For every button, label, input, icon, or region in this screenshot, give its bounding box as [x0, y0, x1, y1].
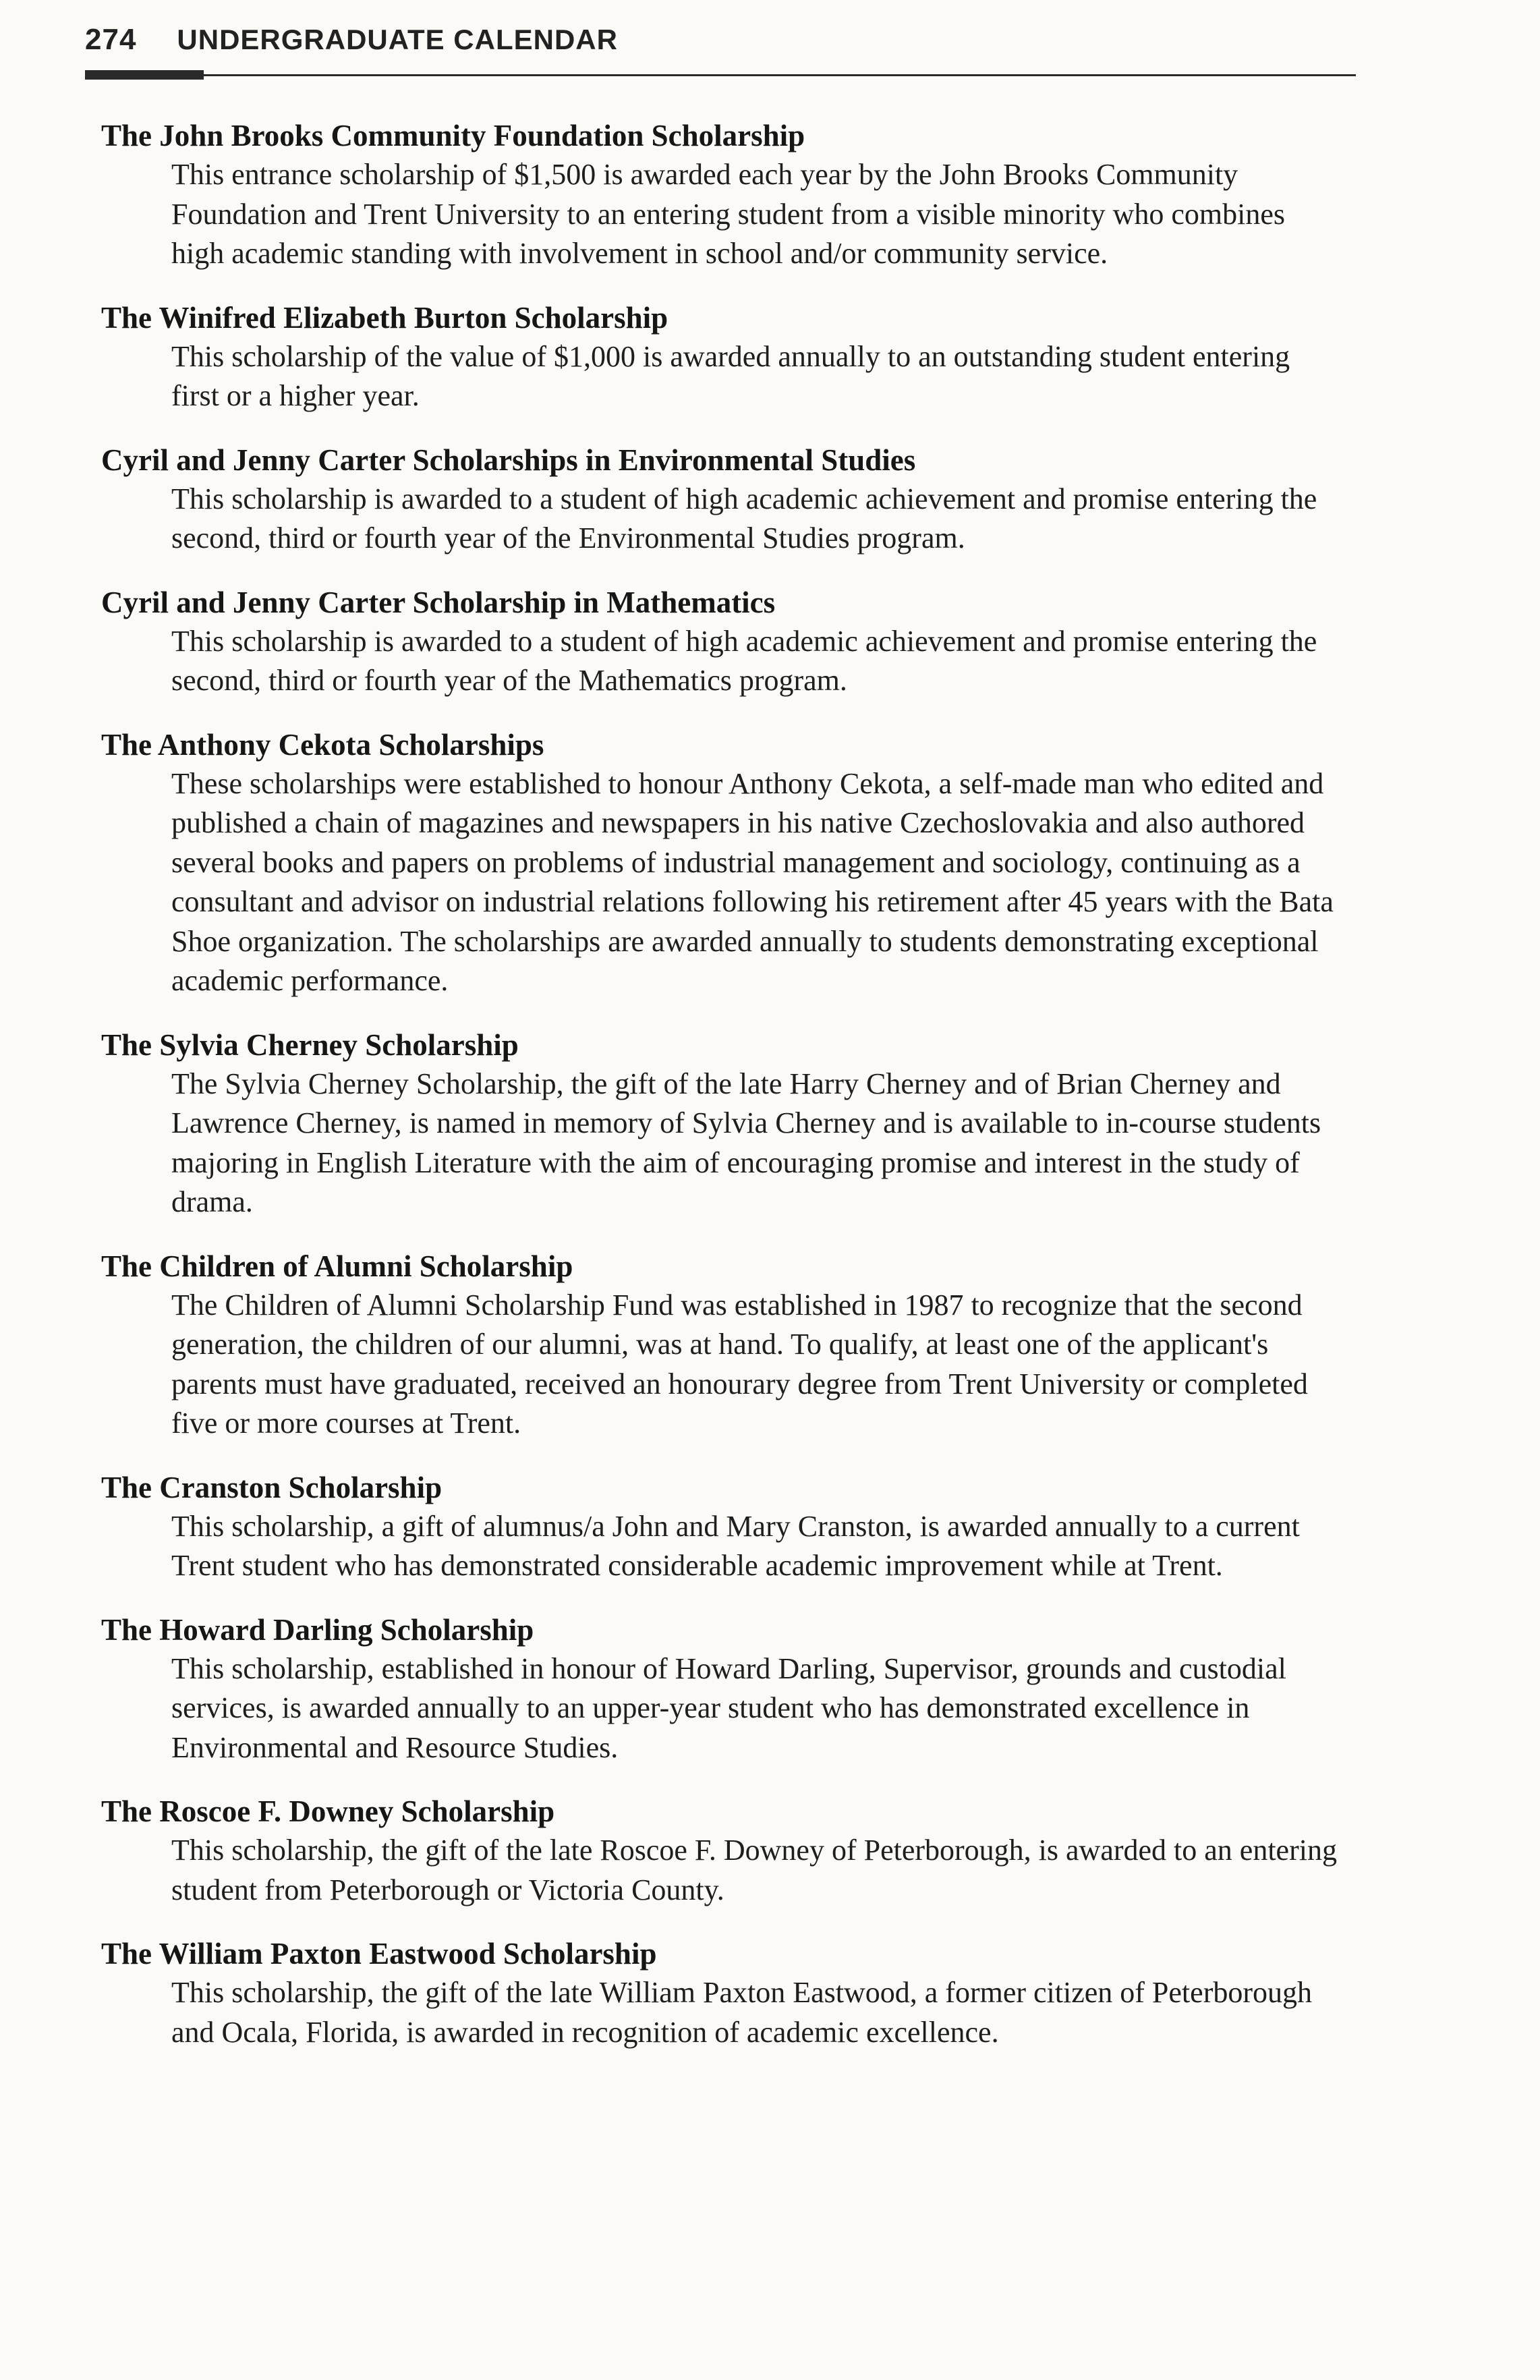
- scholarship-description: This entrance scholarship of $1,500 is awarded each year by the John Brooks Community Foundation and Trent University to an entering student from a visible minority who combines high academic standing with involvement in school and/or community service.: [171, 158, 1286, 270]
- header-rule: [204, 74, 1356, 76]
- scholarship-title: The William Paxton Eastwood Scholarship: [101, 1937, 657, 1971]
- scholarship-description: This scholarship, the gift of the late Roscoe F. Downey of Peterborough, is awarded to an entering student from Peterborough or Victoria County.: [171, 1834, 1337, 1906]
- scholarship-entry: [101, 583, 1363, 701]
- scholarship-title: The Cranston Scholarship: [101, 1470, 443, 1504]
- scholarship-entry: [101, 298, 1363, 416]
- scholarship-entry: [101, 1934, 1363, 2052]
- scholarship-description: This scholarship of the value of $1,000 is awarded annually to an outstanding student entering first or a higher year.: [171, 339, 1290, 412]
- scholarship-title: The Anthony Cekota Scholarships: [101, 727, 544, 762]
- scholarship-entry: [101, 1025, 1363, 1222]
- scholarship-title: The Roscoe F. Downey Scholarship: [101, 1794, 555, 1828]
- scholarship-description: This scholarship is awarded to a student of high academic achievement and promise entering the second, third or fourth year of the Mathematics program.: [171, 624, 1317, 697]
- scholarship-entry: [101, 116, 1363, 274]
- scholarship-description: The Sylvia Cherney Scholarship, the gift of the late Harry Cherney and of Brian Cherney and Lawrence Cherney, is named in memory of Sylvia Cherney and is available to in-course students majoring in English Literature with the aim of encouraging promise and interest in the study of drama.: [171, 1067, 1321, 1218]
- scholarship-description: This scholarship, a gift of alumnus/a John and Mary Cranston, is awarded annually to a current Trent student who has demonstrated considerable academic improvement while at Trent.: [171, 1509, 1300, 1582]
- scholarship-description: This scholarship is awarded to a student of high academic achievement and promise entering the second, third or fourth year of the Environmental Studies program.: [171, 482, 1317, 555]
- calendar-title: UNDERGRADUATE CALENDAR: [177, 24, 618, 55]
- scholarship-title: The Children of Alumni Scholarship: [101, 1249, 573, 1283]
- scholarship-description: This scholarship, established in honour of Howard Darling, Supervisor, grounds and custodial services, is awarded annually to an upper-year student who has demonstrated excellence in Environmental and Resource Studies.: [171, 1651, 1286, 1764]
- page-number: 274: [85, 23, 137, 56]
- scholarship-title: Cyril and Jenny Carter Scholarships in Environmental Studies: [101, 443, 916, 477]
- scholarship-title: The Howard Darling Scholarship: [101, 1612, 534, 1647]
- scholarship-title: The Winifred Elizabeth Burton Scholarship: [101, 300, 668, 335]
- scholarship-title: Cyril and Jenny Carter Scholarship in Mathematics: [101, 585, 776, 619]
- scholarship-entry: [101, 441, 1363, 559]
- running-head: [85, 23, 618, 57]
- scholarship-description: The Children of Alumni Scholarship Fund was established in 1987 to recognize that the second generation, the children of our alumni, was at hand. To qualify, at least one of the applicant's parents must have graduated, received an honourary degree from Trent University or completed five or more courses at Trent.: [171, 1288, 1308, 1440]
- scholarship-description: This scholarship, the gift of the late William Paxton Eastwood, a former citizen of Peterborough and Ocala, Florida, is awarded in recognition of academic excellence.: [171, 1976, 1312, 2049]
- header-rule-accent: [85, 70, 204, 80]
- scholarship-entry: [101, 725, 1363, 1001]
- scholarship-title: The Sylvia Cherney Scholarship: [101, 1027, 519, 1062]
- scholarship-entry: [101, 1792, 1363, 1910]
- scholarship-list: [101, 116, 1363, 2076]
- scholarship-entry: [101, 1468, 1363, 1586]
- scholarship-description: These scholarships were established to honour Anthony Cekota, a self-made man who edited and published a chain of magazines and newspapers in his native Czechoslovakia and also authored several books and papers on problems of industrial management and sociology, continuing as a consultant and advisor on industrial relations following his retirement after 45 years with the Bata Shoe organization. The scholarships are awarded annually to students demonstrating exceptional academic performance.: [171, 766, 1334, 997]
- scholarship-title: The John Brooks Community Foundation Scholarship: [101, 119, 805, 152]
- scholarship-entry: [101, 1247, 1363, 1444]
- scholarship-entry: [101, 1610, 1363, 1768]
